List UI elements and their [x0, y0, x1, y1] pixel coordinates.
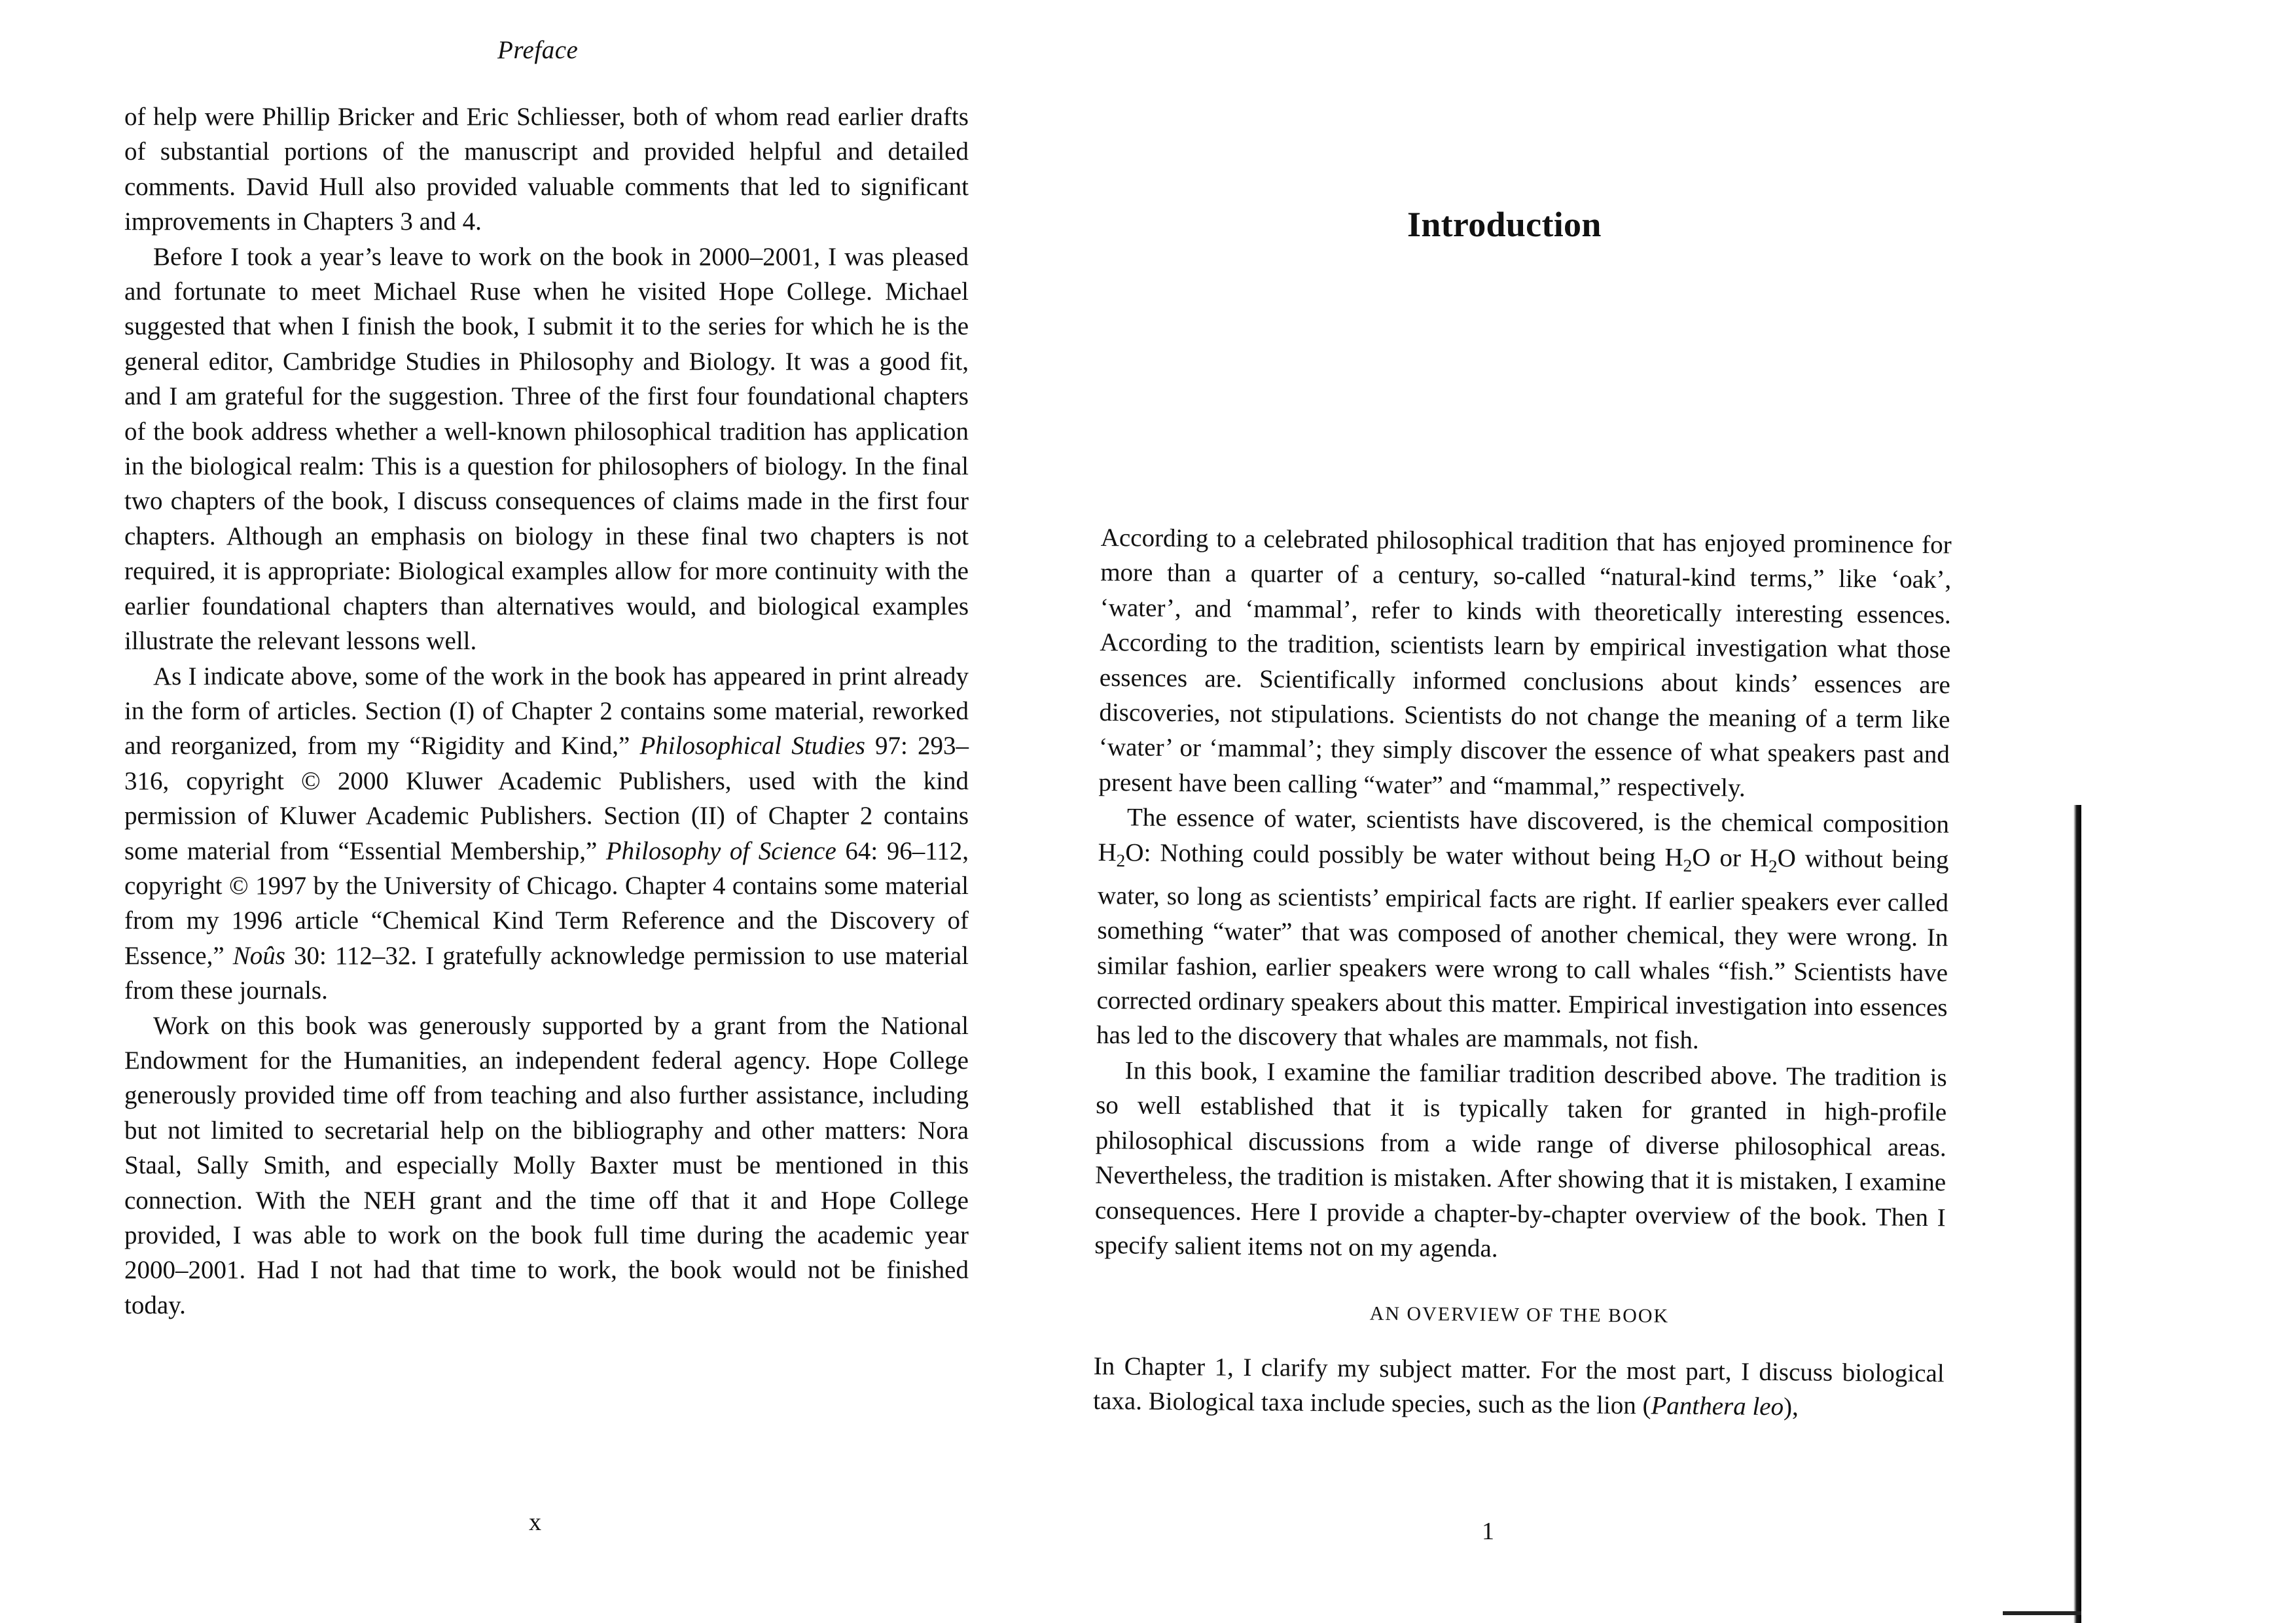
paragraph-text: O or H — [1692, 843, 1769, 872]
subscript: 2 — [1683, 855, 1693, 876]
paragraph-text: 64: 96–112, copyright © 1997 by the University of Chicago. Chapter 4 contains some material from my 1996 article “Chemical Kind Term Reference and the Discovery of Essence,” — [124, 836, 969, 970]
journal-title: Philosophy of Science — [605, 836, 836, 865]
paragraph-text: O without being water, so long as scientists’ empirical facts are right. If earlier speakers ever called something “water” that was composed of another chemical, they were wrong. In similar fashion, earlier speakers were wrong to call whales “fish.” Scientists have corrected ordinary speakers about this matter. Empirical investigation into essences has led to the discovery that whales are mammals, not fish. — [1096, 844, 1949, 1055]
left-page — [0, 0, 1148, 1622]
paragraph-text: O: Nothing could possibly be water without being H — [1125, 838, 1683, 872]
taxon-name: Panthera leo — [1651, 1391, 1784, 1421]
paragraph-text: 97: 293–316, copyright © 2000 Kluwer Academic Publishers, used with the kind permission of Kluwer Academic Publishers. Section (II) of Chapter 2 contains some material from “Essential Membership,” — [124, 732, 969, 865]
paragraph: According to a celebrated philosophical tradition that has enjoyed prominence for more than a quarter of a century, so-called “natural-kind terms,” like ‘oak’, ‘water’, and ‘mammal’, refer to kinds with theoretically interesting essences. According to the tradition, scientists learn by empirical investigation what those essences are. Scientifically informed conclusions about kinds’ essences are discoveries, not stipulations. Scientists do not change the meaning of a term like ‘water’ or ‘mammal’; they simply discover the essence of what speakers past and present have been calling “water” and “mammal,” respectively. — [1098, 523, 1952, 802]
subscript: 2 — [1768, 856, 1778, 876]
preface-text — [124, 99, 969, 1323]
paragraph-text: In Chapter 1, I clarify my subject matter. For the most part, I discuss biological taxa. Biological taxa include species, such as the lion ( — [1093, 1351, 1945, 1420]
section-heading: AN OVERVIEW OF THE BOOK — [1369, 1302, 1670, 1327]
paragraph — [1093, 1349, 1945, 1426]
introduction-text — [1093, 520, 1952, 1426]
page-number: 1 — [1482, 1518, 1494, 1545]
paragraph-text: As I indicate above, some of the work in the book has appeared in print already in the form of articles. Section (I) of Chapter 2 contains some material, reworked and reorganized, from my “Rigidity and Kind,” — [124, 662, 969, 760]
journal-title: Philosophical Studies — [639, 732, 865, 760]
paragraph: Before I took a year’s leave to work on the book in 2000–2001, I was pleased and fortunate to meet Michael Ruse when he visited Hope College. Michael suggested that when I finish the book, I submit it to the series for which he is the general editor, Cambridge Studies in Philosophy and Biology. It was a good fit, and I am grateful for the suggestion. Three of the first four foundational chapters of the book address whether a well-known philosophical tradition has application in the biological realm: This is a question for philosophers of biology. In the final two chapters of the book, I discuss consequences of claims made in the first four chapters. Although an emphasis on biology in these final two chapters is not required, it is appropriate: Biological examples allow for more continuity with the earlier foundational chapters than alternatives would, and biological examples illustrate the relevant lessons well. — [124, 242, 969, 656]
subscript: 2 — [1116, 850, 1126, 870]
chapter-title: Introduction — [1407, 205, 1602, 244]
paragraph — [1096, 800, 1949, 1060]
paragraph-text: The essence of water, scientists have discovered, is the chemical composition H — [1098, 803, 1950, 866]
paragraph: of help were Phillip Bricker and Eric Schliesser, both of whom read earlier drafts of substantial portions of the manuscript and provided helpful and detailed comments. David Hull also provided valuable comments that led to significant improvements in Chapters 3 and 4. — [124, 103, 969, 236]
scan-edge-shadow — [2003, 1611, 2081, 1615]
paragraph — [124, 659, 969, 1008]
paragraph-text: 30: 112–32. I gratefully acknowledge permission to use material from these journals. — [124, 941, 969, 1005]
paragraph-text: ), — [1783, 1393, 1799, 1421]
paragraph: In this book, I examine the familiar tradition described above. The tradition is so well established that it is typically taken for granted in high-profile philosophical discussions from a wide range of diverse philosophical areas. Nevertheless, the tradition is mistaken. After showing that it is mistaken, I examine consequences. Here I provide a chapter-by-chapter overview of the book. Then I specify salient items not on my agenda. — [1094, 1056, 1947, 1263]
paragraph: Work on this book was generously supported by a grant from the National Endowment for the Humanities, an independent federal agency. Hope College generously provided time off from teaching and also further assistance, including but not limited to secretarial help on the bibliography and other matters: Nora Staal, Sally Smith, and especially Molly Baxter must be mentioned in this connection. With the NEH grant and the time off that it and Hope College provided, I was able to work on the book full time during the academic year 2000–2001. Had I not had that time to work, the book would not be finished today. — [124, 1011, 969, 1319]
journal-title: Noûs — [232, 941, 285, 970]
scan-edge-shadow — [2073, 805, 2081, 1623]
page-number: x — [529, 1508, 541, 1536]
running-head: Preface — [497, 36, 579, 64]
